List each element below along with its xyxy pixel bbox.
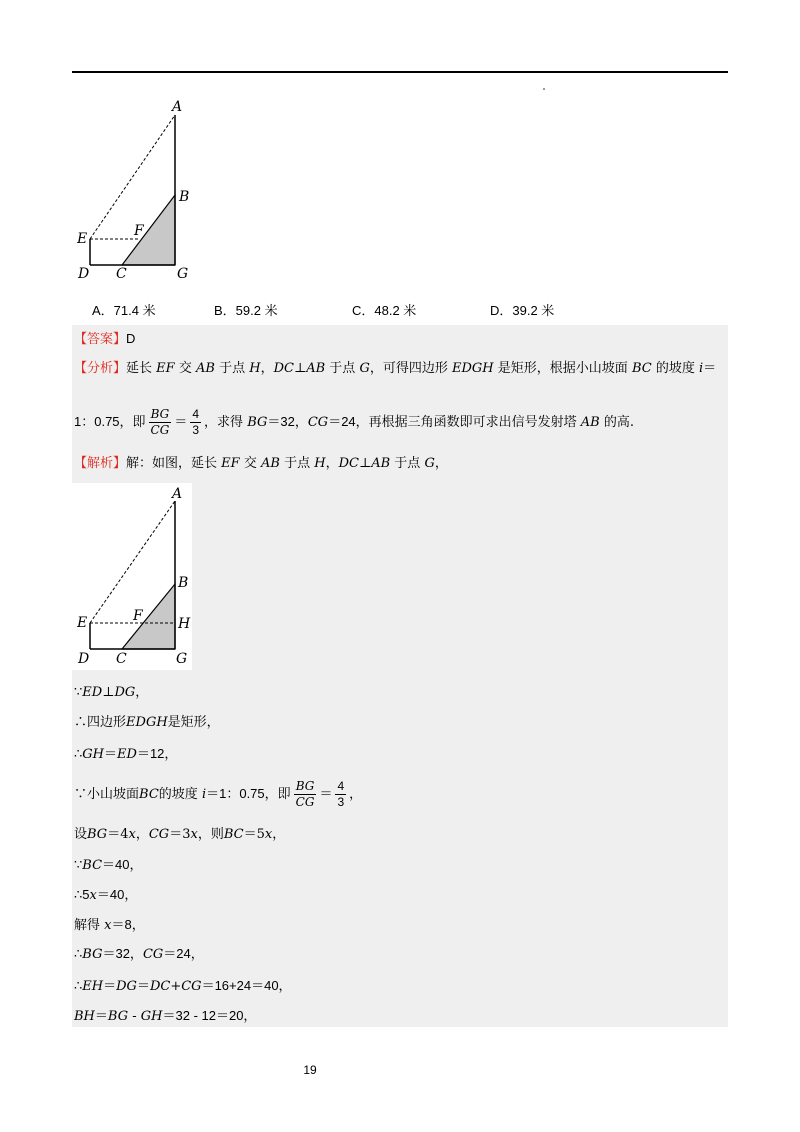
fraction-4-3: $\frac{4}{3}$ <box>192 407 200 437</box>
fraction-4-3-2: $\frac{4}{3}$ <box>337 779 345 809</box>
fraction-bg-cg: $\frac{BG}{CG}$ <box>150 407 170 437</box>
label-b-2: B <box>178 575 189 591</box>
step-4: ∵小山坡面BC的坡度 i＝1：0.75，即 $\frac{BG}{CG}$ ＝ $\frac{4}{3}$ ， <box>74 779 363 809</box>
solution-intro: 【解析】解：如图，延长 EF 交 AB 于点 H，DC⊥AB 于点 G， <box>74 456 448 471</box>
label-b: B <box>179 189 190 205</box>
analysis-line-2: 1：0.75，即 $\frac{BG}{CG}$ ＝ $\frac{4}{3}$ ，求得 BG＝32，CG＝24，再根据三角函数即可求出信号发射塔 AB 的高. <box>74 407 635 437</box>
label-a: A <box>172 99 183 115</box>
figure-1 <box>70 95 200 285</box>
page-number: 19 <box>303 1063 317 1077</box>
label-a-2: A <box>172 486 183 502</box>
step-8: 解得 x＝8， <box>74 917 145 933</box>
label-e: E <box>77 231 88 247</box>
label-f-2: F <box>133 608 143 624</box>
label-d: D <box>78 266 90 282</box>
step-1: ∵ED⊥DG， <box>74 685 149 700</box>
slope-triangle-2 <box>122 584 175 649</box>
step-9: ∴BG＝32，CG＝24， <box>74 946 204 962</box>
answer-options <box>92 300 732 320</box>
step-10: ∴EH＝DG＝DC+CG＝16+24＝40， <box>74 978 292 994</box>
step-6: ∵BC＝40， <box>74 857 143 873</box>
label-g: G <box>177 266 189 282</box>
option-d: D．39.2 米 <box>490 303 555 318</box>
label-c: C <box>116 266 127 282</box>
figure-2-svg <box>72 483 192 670</box>
label-h-2: H <box>178 616 191 632</box>
step-3: ∴GH＝ED＝12， <box>74 746 178 762</box>
figure-2 <box>72 483 192 670</box>
step-7: ∴5x＝40， <box>74 887 138 903</box>
step-5: 设BG＝4x，CG＝3x，则BC＝5x， <box>74 827 286 842</box>
fraction-bg-cg-2: $\frac{BG}{CG}$ <box>295 779 315 809</box>
header-rule <box>72 71 728 73</box>
option-a: A．71.4 米 <box>92 303 156 318</box>
option-c: C．48.2 米 <box>352 303 417 318</box>
option-b: B．59.2 米 <box>214 303 278 318</box>
figure-1-svg <box>70 95 200 285</box>
label-c-2: C <box>116 651 127 667</box>
label-d-2: D <box>78 651 90 667</box>
step-2: ∴四边形EDGH是矩形， <box>74 715 220 730</box>
step-11: BH＝BG - GH＝32 - 12＝20， <box>74 1008 257 1024</box>
label-f: F <box>134 223 144 239</box>
slope-triangle <box>122 195 175 265</box>
speck <box>543 88 545 90</box>
answer-line: 【答案】D <box>74 331 136 347</box>
label-g-2: G <box>176 651 188 667</box>
analysis-line-1: 【分析】延长 EF 交 AB 于点 H，DC⊥AB 于点 G，可得四边形 EDGH 是矩形，根据小山坡面 BC 的坡度 i＝ <box>74 361 717 376</box>
label-e-2: E <box>77 615 88 631</box>
